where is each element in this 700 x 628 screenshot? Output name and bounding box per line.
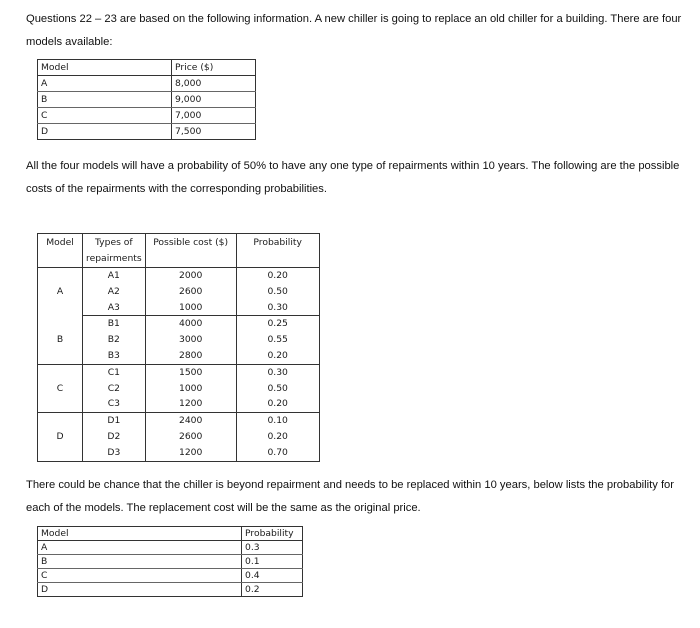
price-cell-price: 8,000 (172, 76, 256, 92)
table-row (38, 268, 320, 284)
repair-cell-probability: 0.70 (267, 446, 288, 458)
repair-cell-type: B1 (83, 316, 146, 332)
repair-cell-type: B3 (83, 348, 146, 364)
repair-cell-probability: 0.50 (267, 382, 288, 394)
replace-cell-model: A (38, 541, 242, 555)
table-row (38, 364, 320, 380)
price-table-header (38, 60, 256, 76)
replace-table (37, 526, 303, 597)
replace-header-probability: Probability (242, 527, 303, 541)
table-row (38, 316, 320, 332)
repair-cell-type: C3 (83, 396, 146, 412)
repair-cell-probability: 0.20 (236, 396, 319, 412)
repair-cell-probability: 0.20 (267, 270, 288, 281)
repair-cell-model: A (38, 268, 83, 316)
repair-cell-cost: 1200 (145, 445, 236, 461)
repair-cell-probability: 0.25 (267, 318, 288, 330)
price-cell-model: C (38, 108, 172, 124)
price-header-price: Price ($) (172, 60, 256, 76)
price-cell-model: B (38, 92, 172, 108)
replace-paragraph: There could be chance that the chiller is beyond repairment and needs to be replaced within 10 years, below lists the probability for each of the models. The replacement cost will be the same as the original price. (26, 479, 675, 514)
repair-cell-type: A1 (83, 268, 146, 284)
repair-cell-probability: 0.20 (236, 348, 319, 364)
repair-cell-type: D2 (83, 429, 146, 445)
repair-cell-cost: 2600 (145, 284, 236, 300)
table-row (38, 569, 303, 583)
repair-cell-type: A3 (83, 300, 146, 316)
repair-cell-cost: 2000 (145, 268, 236, 284)
repair-table-header (38, 234, 320, 268)
price-cell-price: 7,000 (172, 108, 256, 124)
repair-cell-type: C1 (83, 364, 146, 380)
repair-cell-type: D1 (83, 413, 146, 429)
repair-cell-cost: 1000 (145, 381, 236, 397)
repair-cell-probability: 0.10 (267, 415, 288, 427)
table-row (38, 583, 303, 597)
table-row (38, 124, 256, 140)
repair-cell-cost: 4000 (145, 316, 236, 332)
price-cell-price: 7,500 (172, 124, 256, 140)
price-cell-model: D (38, 124, 172, 140)
table-row (38, 413, 320, 429)
replace-cell-model: B (38, 555, 242, 569)
repair-cell-cost: 2400 (145, 413, 236, 429)
table-row (38, 541, 303, 555)
price-cell-model: A (38, 76, 172, 92)
table-row (38, 92, 256, 108)
table-row (38, 76, 256, 92)
repair-table (37, 233, 320, 462)
price-cell-price: 9,000 (172, 92, 256, 108)
replace-cell-probability: 0.1 (242, 555, 303, 569)
replace-cell-probability: 0.4 (242, 569, 303, 583)
repair-cell-cost: 3000 (145, 332, 236, 348)
replace-cell-model: C (38, 569, 242, 583)
replace-header-model: Model (38, 527, 242, 541)
repair-cell-cost: 2600 (145, 429, 236, 445)
repair-cell-cost: 1200 (145, 396, 236, 412)
repair-header-types: Types of repairments (83, 234, 146, 268)
repair-cell-type: C2 (83, 381, 146, 397)
repair-cell-probability: 0.20 (267, 430, 288, 442)
repair-cell-cost: 1500 (145, 364, 236, 380)
repair-cell-model: D (38, 413, 83, 461)
price-table (37, 59, 256, 140)
replace-cell-probability: 0.3 (242, 541, 303, 555)
replace-cell-model: D (38, 583, 242, 597)
repair-cell-cost: 1000 (145, 300, 236, 316)
repair-header-model: Model (38, 234, 83, 268)
repair-header-probability: Probability (236, 234, 319, 268)
repair-cell-probability: 0.30 (267, 366, 288, 378)
repair-cell-model: C (38, 364, 83, 412)
repair-paragraph: All the four models will have a probability of 50% to have any one type of repairments within 10 years. The following are the possible costs of the repairments with the corresponding probabilities. (26, 160, 680, 195)
repair-cell-type: D3 (83, 445, 146, 461)
replace-table-header (38, 527, 303, 541)
repair-cell-type: B2 (83, 332, 146, 348)
repair-cell-probability: 0.50 (267, 285, 288, 297)
repair-cell-probability: 0.30 (236, 300, 319, 316)
repair-cell-model: B (38, 316, 83, 364)
table-row (38, 555, 303, 569)
repair-cell-cost: 2800 (145, 348, 236, 364)
price-header-model: Model (38, 60, 172, 76)
repair-cell-probability: 0.55 (267, 334, 288, 346)
repair-header-cost: Possible cost ($) (145, 234, 236, 268)
replace-cell-probability: 0.2 (242, 583, 303, 597)
repair-cell-type: A2 (83, 284, 146, 300)
table-row (38, 108, 256, 124)
intro-paragraph: Questions 22 – 23 are based on the following information. A new chiller is going to replace an old chiller for a building. There are four models available: (26, 13, 682, 48)
